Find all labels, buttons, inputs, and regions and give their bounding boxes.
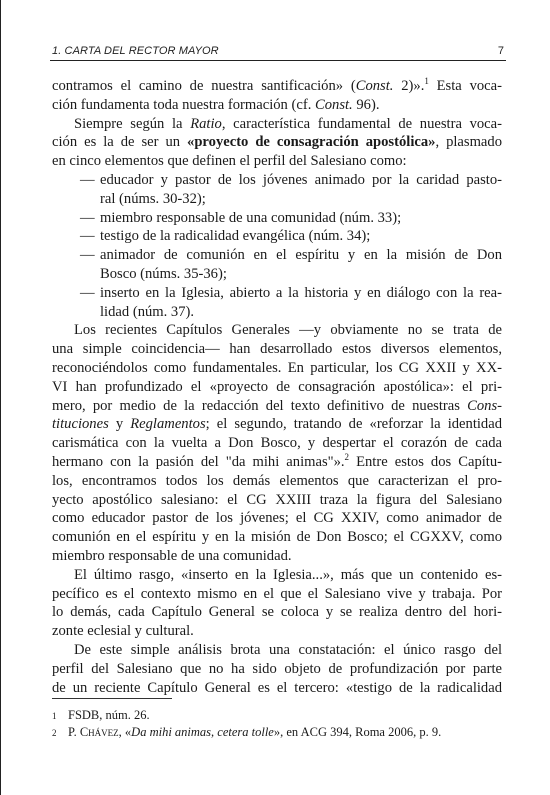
text-line: — miembro responsable de una comunidad (núm. 33); (80, 209, 402, 226)
text-line: ción fundamenta toda nuestra formación (cf. Const. 96). (52, 96, 380, 113)
text-line: lo demás, cada Capítulo General se coloca y se realiza dentro del hori- (52, 604, 502, 621)
text-line: contramos el camino de nuestra santificación» (Const. 2)».$^1$ Esta voca- (52, 76, 502, 94)
text-line: de un reciente Capítulo General es el tercero: «testigo de la radicalidad (52, 679, 502, 696)
footnote-number: 1 (52, 711, 57, 721)
footnotes (52, 707, 502, 741)
page-left-edge (0, 0, 1, 795)
text-line: tituciones y Reglamentos; el segundo, tratando de «reforzar la identidad (52, 416, 503, 433)
footnote-2 (52, 724, 502, 741)
text-line: ral (núms. 30-32); (100, 190, 206, 207)
footnote-1 (52, 707, 502, 724)
text-line: hermano con la pasión del "da mihi animas"».$^2$ Entre estos dos Capítu- (52, 452, 503, 470)
text-line: — testigo de la radicalidad evangélica (núm. 34); (80, 228, 371, 245)
running-header (50, 44, 506, 61)
text-line: reconociéndolos como fundamentales. En particular, los CG XXII y XX- (52, 359, 502, 376)
text-line: ción es la de ser un «proyecto de consagración apostólica», plasmado (52, 134, 502, 151)
footnote-text: P. Chávez, «Da mihi animas, cetera tolle», en ACG 394, Roma 2006, p. 9. (68, 725, 442, 739)
text-line: Los recientes Capítulos Generales —y obviamente no se trata de (74, 322, 502, 339)
running-title: 1. CARTA DEL RECTOR MAYOR (52, 45, 219, 57)
text-line: De este simple análisis brota una constatación: el único rasgo del (74, 641, 502, 658)
text-line: pecífico es el contexto mismo en el que el Salesiano vive y trabaja. Por (52, 585, 502, 602)
text-line: yecto apostólico salesiano: el CG XXIII traza la figura del Salesiano (52, 491, 502, 508)
footnote-number: 2 (52, 728, 57, 738)
text-line: Bosco (núms. 35-36); (100, 265, 227, 282)
body-text (52, 77, 502, 697)
text-line: — animador de comunión en el espíritu y en la misión de Don (80, 247, 502, 264)
text-line: mero, por medio de la redacción del texto definitivo de nuestras Cons- (52, 397, 502, 414)
text-line: como educador pastor de los jóvenes; el CG XXIV, como animador de (52, 510, 502, 527)
text-line: — educador y pastor de los jóvenes animado por la caridad pasto- (80, 171, 502, 188)
text-line: — inserto en la Iglesia, abierto a la historia y en diálogo con la rea- (80, 284, 502, 301)
text-line: lidad (núm. 37). (100, 303, 195, 320)
text-line: perfil del Salesiano que no ha sido objeto de profundización por parte (52, 660, 502, 677)
text-line: carismática con la vuelta a Don Bosco, y despertar el corazón de cada (52, 435, 502, 452)
footnote-text: FSDB, núm. 26. (68, 708, 150, 722)
text-line: Siempre según la Ratio, característica fundamental de nuestra voca- (74, 115, 502, 132)
text-line: El último rasgo, «inserto en la Iglesia...», más que un contenido es- (74, 566, 502, 583)
text-line: comunión en el espíritu y en la misión de Don Bosco; el CGXXV, como (52, 529, 502, 546)
text-line: VI han profundizado el «proyecto de consagración apostólica»: el pri- (52, 378, 502, 395)
text-line: zonte eclesial y cultural. (52, 623, 194, 640)
footnote-separator (52, 698, 172, 699)
text-line: una simple coincidencia— han desarrollado estos diversos elementos, (52, 341, 502, 358)
page-number: 7 (497, 45, 504, 57)
text-line: en cinco elementos que definen el perfil del Salesiano como: (52, 153, 407, 170)
text-line: los, encontramos todos los demás elementos que caracterizan el pro- (52, 472, 502, 489)
text-line: miembro responsable de una comunidad. (52, 547, 292, 564)
